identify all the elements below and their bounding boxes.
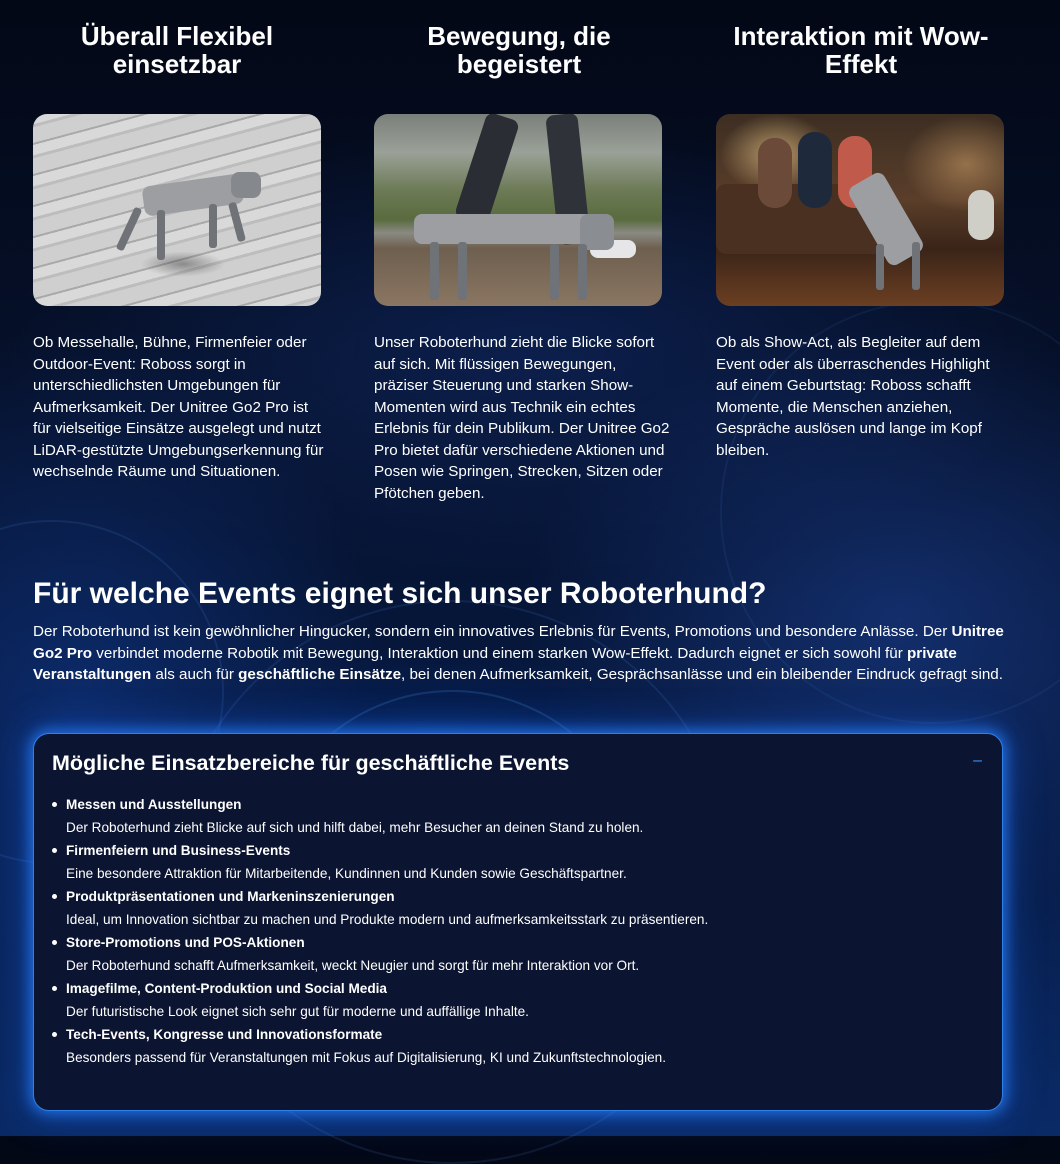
events-heading: Für welche Events eignet sich unser Roboterhund? [33,577,767,610]
list-item-description: Der futuristische Look eignet sich sehr gut für moderne und auffällige Inhalte. [66,1004,529,1019]
list-item-title: Tech-Events, Kongresse und Innovationsformate [66,1027,383,1042]
person [798,132,832,208]
column-text: Unser Roboterhund zieht die Blicke sofort auf sich. Mit flüssigen Bewegungen, präziser Steuerung und starken Show-Momenten wird aus Technik ein echtes Erlebnis für dein Publikum. Der Unitree Go2 Pro bietet dafür verschiedene Aktionen und Posen wie Springen, Strecken, Sitzen oder Pfötchen geben. [374,334,670,502]
bullet-icon [52,894,57,899]
list-item-description: Der Roboterhund zieht Blicke auf sich und hilft dabei, mehr Besucher an deinen Stand zu holen. [66,820,644,835]
list-item-description: Besonders passend für Veranstaltungen mit Fokus auf Digitalisierung, KI und Zukunftstechnologien. [66,1050,666,1065]
list-item-title: Messen und Ausstellungen [66,797,242,812]
bullet-icon [52,848,57,853]
list-item [48,934,708,975]
product-name: Unitree Go2 Pro [33,623,1004,662]
list-item [48,1026,708,1067]
list-item-title: Store-Promotions und POS-Aktionen [66,935,305,950]
events-intro: Der Roboterhund ist kein gewöhnlicher Hingucker, sondern ein innovatives Erlebnis für Events, Promotions und besondere Anlässe. Der Unitree Go2 Pro verbindet moderne Robotik mit Bewegung, Interaktion und einem starken Wow-Effekt. Dadurch eignet er sich sowohl für private Veranstaltungen als auch für geschäftliche Einsätze, bei denen Aufmerksamkeit, Gesprächsanlässe und ein bleibender Eindruck gefragt sind. [33,623,1004,683]
list-item [48,796,708,837]
list-item-title: Produktpräsentationen und Markeninszenierungen [66,889,395,904]
column-title: Überall Flexibel einsetzbar [80,21,274,79]
use-case-list [48,796,708,1072]
robot-head [231,172,261,198]
bullet-icon [52,940,57,945]
highlight-private: private Veranstaltungen [33,644,957,683]
column-text: Ob Messehalle, Bühne, Firmenfeier oder Outdoor-Event: Roboss sorgt in unterschiedlichsten Umgebungen für Aufmerksamkeit. Der Unitree Go2 Pro ist für vielseitige Einsätze ausgelegt und nutzt LiDAR-gestützte Umgebungserkennung für wechselnde Räume und Situationen. [33,334,324,480]
list-item [48,888,708,929]
business-events-accordion [33,733,1003,1111]
bullet-icon [52,802,57,807]
robot-leg [430,242,439,300]
column-title: Interaktion mit Wow-Effekt [733,21,989,79]
robot-leg [578,244,587,300]
robot-body [414,214,594,244]
list-item-description: Eine besondere Attraktion für Mitarbeitende, Kundinnen und Kunden sowie Geschäftspartner. [66,866,627,881]
robot-leg [228,202,246,243]
list-item-title: Imagefilme, Content-Produktion und Social Media [66,981,387,996]
list-item-description: Der Roboterhund schafft Aufmerksamkeit, weckt Neugier und sorgt für mehr Interaktion vor Ort. [66,958,640,973]
robot-dog-party-image [716,114,1004,306]
robot-leg [209,204,217,248]
highlight-business: geschäftliche Einsätze [238,666,402,683]
robot-leg [157,210,165,260]
bullet-icon [52,1032,57,1037]
column-text: Ob als Show-Act, als Begleiter auf dem Event oder als überraschendes Highlight auf einem Geburtstag: Roboss schafft Momente, die Menschen anziehen, Gespräche auslösen und lange im Kopf bleiben. [716,334,990,459]
person [758,138,792,208]
robot-dog-stairs-image [33,114,321,306]
person-leg [454,114,520,227]
robot-leg [876,244,884,290]
column-title: Bewegung, die begeistert [427,21,611,79]
robot-leg [912,242,920,290]
robot-leg [458,242,467,300]
accordion-title: Mögliche Einsatzbereiche für geschäftliche Events [52,751,570,775]
list-item [48,980,708,1021]
robot-leg [116,206,143,251]
accordion-header[interactable] [52,750,984,778]
list-item [48,842,708,883]
child [968,190,994,240]
list-item-description: Ideal, um Innovation sichtbar zu machen und Produkte modern und aufmerksamkeitsstark zu präsentieren. [66,912,709,927]
bullet-icon [52,986,57,991]
robot-dog-running-image [374,114,662,306]
robot-leg [550,244,559,300]
list-item-title: Firmenfeiern und Business-Events [66,843,291,858]
collapse-icon[interactable]: – [973,752,982,769]
